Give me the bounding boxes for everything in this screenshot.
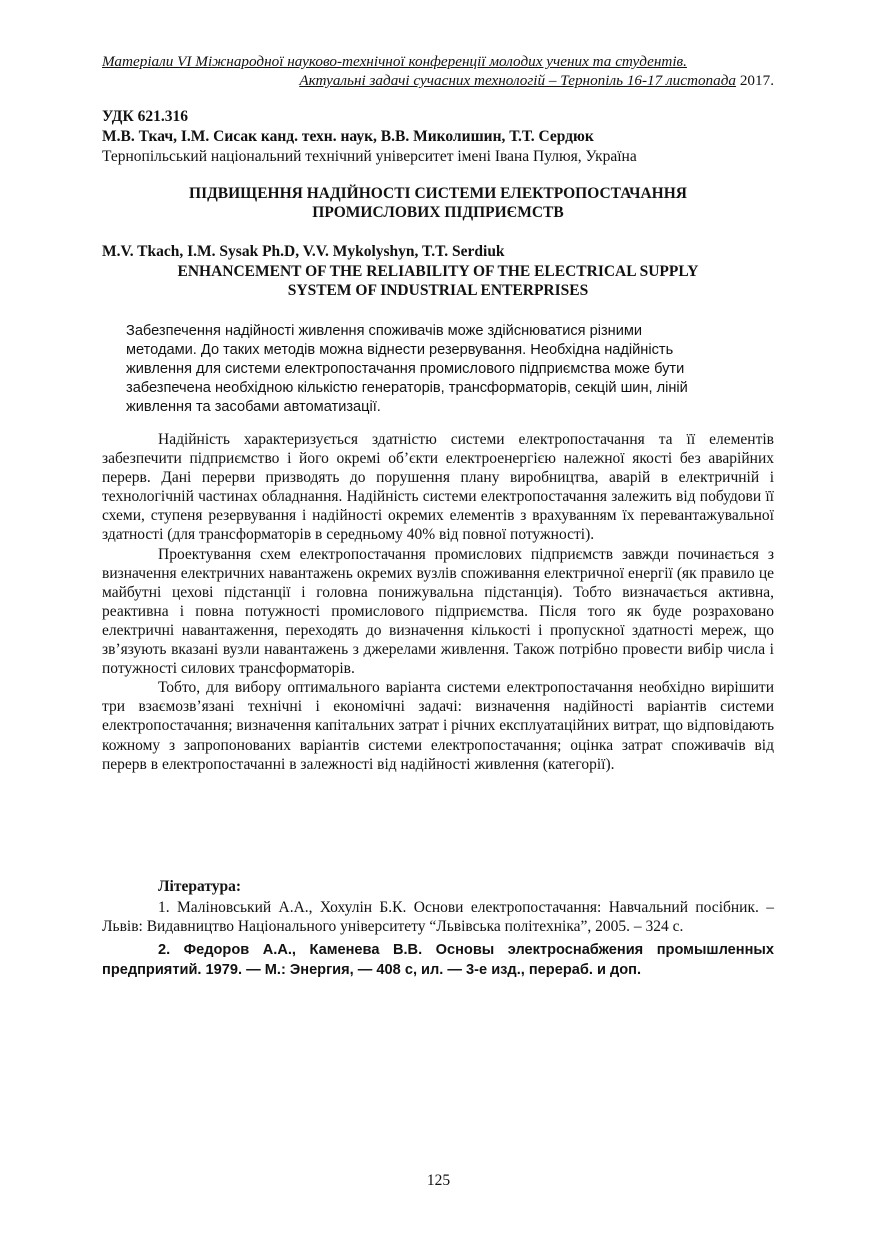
- header-year: 2017.: [739, 72, 774, 89]
- udk-code: УДК 621.316: [102, 108, 188, 125]
- abstract-line: живлення та засобами автоматизації.: [126, 399, 381, 415]
- conference-header: [102, 52, 774, 90]
- literature-heading: Література:: [158, 878, 242, 895]
- authors-ukrainian: М.В. Ткач, І.М. Сисак канд. техн. наук, В.В. Миколишин, Т.Т. Сердюк: [102, 128, 594, 145]
- reference-item: 1. Маліновський А.А., Хохулін Б.К. Основи електропостачання: Навчальний посібник. – Львів: Видавництво Національного університету “Львівська політехніка”, 2005. – 324 с.: [102, 899, 774, 936]
- title-en-line-1: ENHANCEMENT OF THE RELIABILITY OF THE ELECTRICAL SUPPLY: [177, 263, 699, 280]
- body-paragraph: Надійність характеризується здатністю системи електропостачання та її елементів забезпечити підприємство і його окремі об’єкти електроенергією належної якості без аварійних перерв. Дані перерви призводять до порушення плану виробництва, аварій в електричній і технологічній частинах обладнання. Надійність системи електропостачання залежить від побудови її схеми, ступеня резервування і надійності окремих елементів з врахуванням їх перевантажувальної здатності (для трансформаторів в середньому 40% від повної потужності).: [102, 431, 774, 544]
- title-en-line-2: SYSTEM OF INDUSTRIAL ENTERPRISES: [287, 282, 589, 299]
- body-text: [102, 430, 774, 774]
- abstract-line: забезпечена необхідною кількістю генераторів, трансформаторів, секцій шин, ліній: [126, 380, 688, 396]
- affiliation: Тернопільський національний технічний університет імені Івана Пулюя, Україна: [102, 148, 637, 165]
- reference-item: 2. Федоров А.А., Каменева В.В. Основы электроснабжения промышленных предприятий. 1979. — М.: Энергия, — 408 с, ил. — 3-е изд., перераб. и доп.: [102, 942, 774, 979]
- body-paragraph: Тобто, для вибору оптимального варіанта системи електропостачання необхідно вирішити три взаємозв’язані технічні і економічні задачі: визначення надійності варіантів системи електропостачання; визначення капітальних затрат і річних експлуатаційних витрат, що відповідають кожному з запропонованих варіантів системи електропостачання; оцінка затрат споживачів від перерв в електропостачанні в залежності від надійності живлення (категорії).: [102, 679, 775, 773]
- abstract-line: живлення для системи електропостачання промислового підприємства може бути: [126, 361, 685, 377]
- header-line-2: Актуальні задачі сучасних технологій – Тернопіль 16-17 листопада: [299, 72, 737, 89]
- title-ua-line-1: ПІДВИЩЕННЯ НАДІЙНОСТІ СИСТЕМИ ЕЛЕКТРОПОСТАЧАННЯ: [189, 185, 687, 202]
- title-english: [102, 262, 774, 300]
- abstract-line: методами. До таких методів можна віднести резервування. Необхідна надійність: [126, 342, 674, 358]
- title-ua-line-2: ПРОМИСЛОВИХ ПІДПРИЄМСТВ: [312, 204, 564, 221]
- page-number: 125: [426, 1172, 451, 1189]
- abstract: [126, 322, 766, 417]
- body-paragraph: Проектування схем електропостачання промислових підприємств завжди починається з визначення електричних навантажень окремих вузлів споживання електричної енергії (як правило це майбутні цехові підстанції і головна понижувальна підстанція). Тобто визначається активна, реактивна і повна потужності промислового підприємства. Після того як буде розраховано електричні навантаження, переходять до визначення кількості і пропускної здатності мереж, що зв’язують вказані вузли навантажень з джерелами живлення. Також потрібно провести вибір числа і потужності силових трансформаторів.: [102, 545, 774, 678]
- header-line-1: Матеріали VI Міжнародної науково-технічної конференції молодих учених та студентів.: [102, 53, 687, 70]
- authors-english: M.V. Tkach, I.M. Sysak Ph.D, V.V. Mykolyshyn, T.T. Serdiuk: [102, 243, 505, 260]
- title-ukrainian: [102, 184, 774, 222]
- abstract-line: Забезпечення надійності живлення споживачів може здійснюватися різними: [126, 323, 643, 339]
- references: [102, 898, 774, 980]
